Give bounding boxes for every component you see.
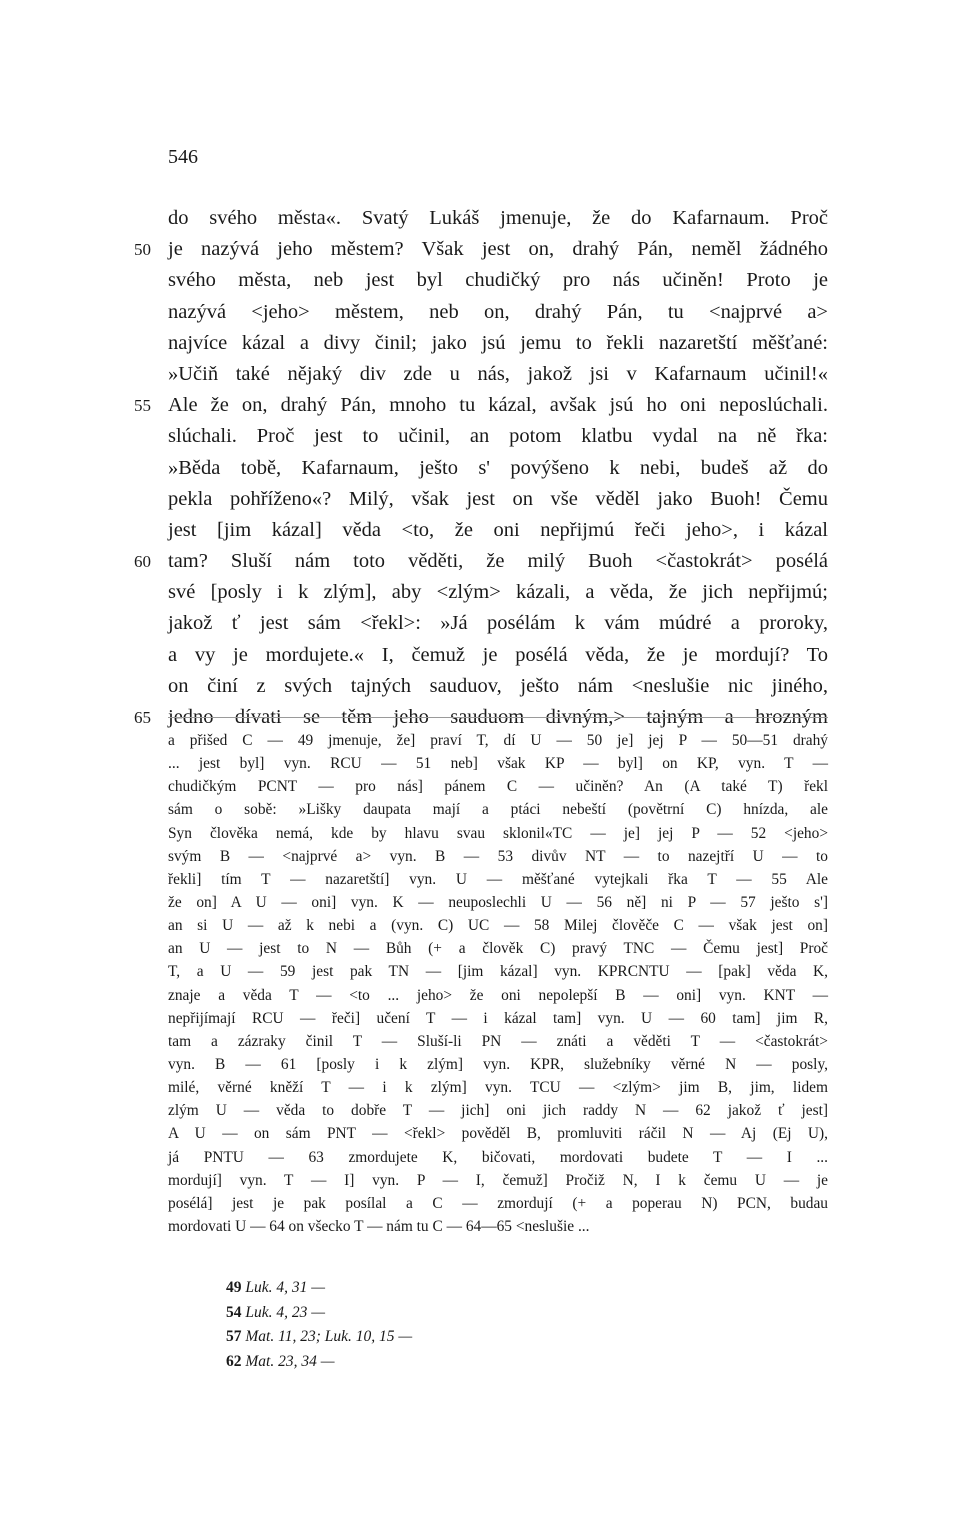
line-text: do svého města«. Svatý Lukáš jmenuje, že do Kafarnaum. Proč (168, 207, 828, 229)
apparatus-line: sám o sobě: »Lišky daupata mají a ptáci nebeští (povětrní C) hnízda, ale (168, 801, 828, 819)
apparatus-line: znaje a věda T — <to ... jeho> že oni nepolepší B — oni] vyn. KNT — (168, 986, 828, 1004)
text-line (168, 453, 828, 484)
apparatus-line: an si U — až k nebi a (vyn. C) UC — 58 Milej člověče C — však jest on] (168, 917, 828, 935)
reference-line (226, 1301, 412, 1326)
page-number: 546 (168, 146, 198, 168)
line-text: »Učiň také nějaký div zde u nás, jakož jsi v Kafarnaum učinil!« (168, 362, 828, 385)
line-text: své [posly i k zlým], aby <zlým> kázali, a věda, že jich nepřijmú; (168, 581, 828, 604)
text-line (168, 640, 828, 671)
apparatus-line: an U — jest to N — Bůh (+ a člověk C) pravý TNC — Čemu jest] Proč (168, 940, 828, 958)
line-text: nazývá <jeho> městem, neb on, drahý Pán, tu <najprvé a> (168, 300, 828, 323)
apparatus-line: řekli] tím T — nazaretští] vyn. U — měšťané vytejkali řka T — 55 Ale (168, 870, 828, 888)
footnote-separator-rule (168, 717, 828, 718)
reference-number: 57 (226, 1328, 242, 1346)
apparatus-line: chudičkým PCNT — pro nás] pánem C — učiněn? An (A také T) řekl (168, 778, 828, 796)
apparatus-line: tam a zázraky činil T — Sluší-li PN — znáti a věděti T — <častokrát> (168, 1032, 828, 1050)
apparatus-line: zlým U — věda to dobře T — jich] oni jich raddy N — 62 jakož ť jest] (168, 1102, 828, 1120)
line-text: najvíce kázal a divy činil; jako jsú jemu to řekli nazaretští měšťané: (168, 331, 828, 354)
text-line (134, 546, 828, 577)
reference-text: Luk. 4, 31 — (245, 1279, 326, 1296)
apparatus-line: milé, věrné kněží T — i k zlým] vyn. TCU — <zlým> jim B, jim, lidem (168, 1079, 828, 1097)
critical-apparatus (168, 729, 828, 1238)
text-line (134, 390, 828, 421)
text-line (168, 577, 828, 608)
apparatus-line: vyn. B — 61 [posly i k zlým] vyn. KPR, služebníky věrné N — posly, (168, 1055, 828, 1073)
apparatus-line: posélá] jest je pak posílal a C — zmordují (+ a poperau N) PCN, budau (168, 1194, 828, 1212)
line-text: tam? Sluší nám toto věděti, že milý Buoh <častokrát> posélá (168, 550, 828, 573)
main-text (134, 203, 828, 733)
line-text: slúchali. Proč jest to učinil, an potom klatbu vydal na ně řka: (168, 425, 828, 448)
line-text: on činí z svých tajných sauduov, ješto nám <neslušie nic jiného, (168, 674, 828, 697)
line-number: 55 (134, 396, 151, 416)
text-line (168, 421, 828, 452)
apparatus-line: T, a U — 59 jest pak TN — [jim kázal] vyn. KPRCNTU — [pak] věda K, (168, 963, 828, 981)
line-number: 65 (134, 708, 151, 727)
apparatus-line: že on] A U — oni] vyn. K — neuposlechli U — 56 ně] ni P — 57 ješto s'] (168, 893, 828, 911)
reference-text: Luk. 4, 23 — (245, 1303, 326, 1321)
apparatus-line: ... jest byl] vyn. RCU — 51 neb] však KP — byl] on KP, vyn. T — (168, 755, 828, 773)
line-text: svého města, neb jest byl chudičký pro nás učiněn! Proto je (168, 269, 828, 292)
line-text: jakož ť jest sám <řekl>: »Já posélám k vám múdré a proroky, (168, 612, 828, 635)
apparatus-line: nepřijímají RCU — řeči] učení T — i kázal tam] vyn. U — 60 tam] jim R, (168, 1009, 828, 1027)
line-text: pekla pohříženo«? Milý, však jest on vše věděl jako Buoh! Čemu (168, 487, 828, 510)
reference-text: Mat. 11, 23; Luk. 10, 15 — (245, 1328, 413, 1346)
text-line (168, 265, 828, 296)
biblical-references (226, 1276, 412, 1374)
reference-text: Mat. 23, 34 — (245, 1352, 335, 1370)
line-number: 50 (134, 240, 151, 260)
text-line (168, 359, 828, 390)
reference-number: 62 (226, 1352, 242, 1370)
text-line (168, 671, 828, 702)
text-line (134, 234, 828, 265)
reference-line (226, 1276, 412, 1301)
apparatus-line: mordují] vyn. T — I] vyn. P — I, čemuž] Pročiž N, I k čemu U — je (168, 1171, 828, 1189)
line-text: jedno dívati se těm jeho sauduom divným,> tajným a hrozným (168, 706, 828, 728)
reference-line (226, 1350, 412, 1375)
apparatus-line: mordovati U — 64 on všecko T — nám tu C — 64—65 <neslušie ... (168, 1217, 590, 1235)
text-line (168, 203, 828, 234)
apparatus-line: já PNTU — 63 zmordujete K, bičovati, mordovati budete T — I ... (168, 1148, 828, 1166)
reference-line (226, 1325, 412, 1350)
line-text: a vy je mordujete.« I, čemuž je posélá věda, že je mordují? To (168, 643, 828, 666)
line-text: je nazývá jeho městem? Však jest on, drahý Pán, neměl žádného (168, 238, 828, 261)
line-text: »Běda tobě, Kafarnaum, ješto s' povýšeno k nebi, budeš až do (168, 456, 828, 479)
reference-number: 49 (226, 1279, 242, 1296)
text-line (168, 328, 828, 359)
line-text: jest [jim kázal] věda <to, že oni nepřijmú řeči jeho>, i kázal (168, 518, 828, 541)
apparatus-line: svým B — <najprvé a> vyn. B — 53 divův NT — to nazejtří U — to (168, 847, 828, 865)
line-text: Ale že on, drahý Pán, mnoho tu kázal, avšak jsú ho oni neposlúchali. (168, 394, 828, 417)
apparatus-line: A U — on sám PNT — <řekl> pověděl B, promluviti ráčil N — Aj (Ej U), (168, 1125, 828, 1143)
text-line (168, 297, 828, 328)
line-number: 60 (134, 552, 151, 572)
text-line (168, 484, 828, 515)
apparatus-line: a přišed C — 49 jmenuje, že] praví T, dí U — 50 je] jej P — 50—51 drahý (168, 732, 828, 749)
reference-number: 54 (226, 1303, 242, 1321)
apparatus-line: Syn člověka nemá, kde by hlavu svau sklonil«TC — je] jej P — 52 <jeho> (168, 824, 828, 842)
text-line (168, 608, 828, 639)
text-line (168, 515, 828, 546)
